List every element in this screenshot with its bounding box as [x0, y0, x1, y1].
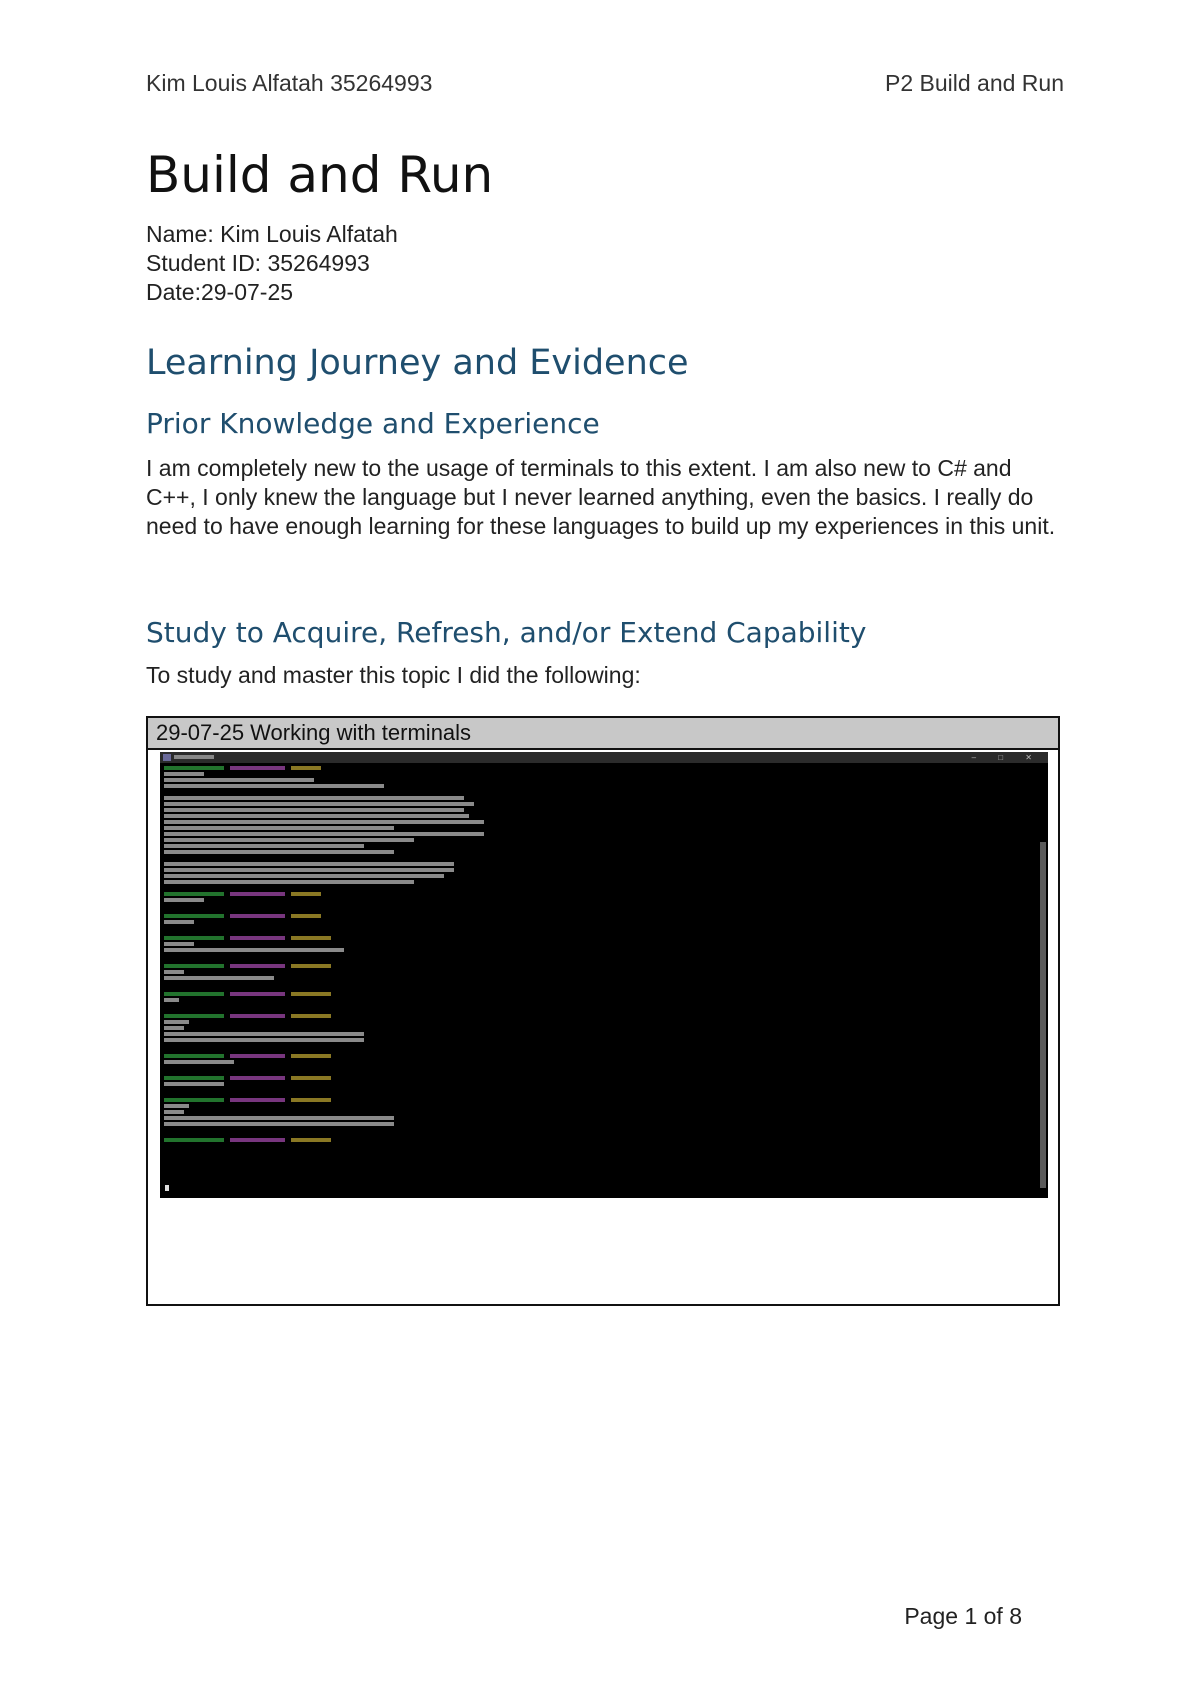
terminal-line	[164, 942, 194, 946]
student-name: Name: Kim Louis Alfatah	[146, 221, 398, 247]
terminal-line	[164, 862, 454, 866]
terminal-line	[164, 802, 474, 806]
terminal-line	[164, 1104, 189, 1108]
terminal-line	[230, 892, 285, 896]
terminal-line	[291, 914, 321, 918]
terminal-line	[291, 766, 321, 770]
terminal-line	[291, 892, 321, 896]
document-date: Date:29-07-25	[146, 279, 294, 305]
terminal-line	[164, 1082, 224, 1086]
header-left: Kim Louis Alfatah 35264993	[146, 70, 433, 96]
terminal-line	[230, 914, 285, 918]
terminal-line	[164, 814, 469, 818]
terminal-line	[291, 964, 331, 968]
terminal-line	[164, 1054, 224, 1058]
terminal-line	[164, 1060, 234, 1064]
terminal-line	[291, 992, 331, 996]
terminal-line	[164, 1116, 394, 1120]
section-heading: Learning Journey and Evidence	[146, 343, 689, 383]
terminal-line	[291, 1138, 331, 1142]
terminal-line	[230, 936, 285, 940]
terminal-line	[230, 766, 285, 770]
study-text: To study and master this topic I did the following:	[146, 662, 641, 688]
terminal-line	[164, 766, 224, 770]
terminal-line	[230, 1054, 285, 1058]
terminal-line	[230, 1098, 285, 1102]
terminal-line	[291, 1076, 331, 1080]
document-title: Build and Run	[146, 146, 494, 204]
terminal-line	[164, 772, 204, 776]
terminal-screenshot	[160, 752, 1048, 1198]
terminal-line	[164, 796, 464, 800]
terminal-line	[164, 1122, 394, 1126]
terminal-scrollbar	[1040, 842, 1046, 1188]
terminal-line	[164, 808, 464, 812]
terminal-line	[291, 1014, 331, 1018]
terminal-line	[164, 1076, 224, 1080]
terminal-line	[164, 838, 414, 842]
terminal-line	[164, 992, 224, 996]
terminal-line	[230, 1076, 285, 1080]
student-id: Student ID: 35264993	[146, 250, 370, 276]
prior-knowledge-heading: Prior Knowledge and Experience	[146, 407, 600, 440]
prior-knowledge-text: I am completely new to the usage of terminals to this extent. I am also new to C# and C++, I only knew the language but I never learned anything, even the basics. I really do need to have enough learning for these languages to build up my experiences in this unit.	[146, 455, 1056, 539]
terminal-app-icon	[163, 754, 171, 761]
header-right: P2 Build and Run	[884, 70, 1064, 96]
terminal-line	[230, 1014, 285, 1018]
terminal-line	[164, 1020, 189, 1024]
terminal-line	[164, 970, 184, 974]
student-details	[146, 220, 398, 307]
terminal-title-bar	[160, 752, 1048, 763]
terminal-line	[164, 892, 224, 896]
terminal-line	[164, 964, 224, 968]
terminal-line	[164, 976, 274, 980]
terminal-line	[164, 874, 444, 878]
terminal-line	[291, 1054, 331, 1058]
terminal-line	[164, 880, 414, 884]
terminal-line	[164, 914, 224, 918]
window-controls: – □ ✕	[971, 753, 1042, 762]
evidence-box-heading: 29-07-25 Working with terminals	[148, 718, 1058, 750]
terminal-line	[291, 936, 331, 940]
terminal-line	[164, 936, 224, 940]
terminal-line	[164, 844, 364, 848]
terminal-line	[164, 826, 394, 830]
study-heading: Study to Acquire, Refresh, and/or Extend Capability	[146, 616, 867, 649]
terminal-line	[164, 898, 204, 902]
terminal-line	[164, 1098, 224, 1102]
terminal-line	[164, 1032, 364, 1036]
terminal-line	[230, 1138, 285, 1142]
terminal-line	[164, 1110, 184, 1114]
terminal-cursor	[165, 1185, 169, 1191]
terminal-line	[164, 778, 314, 782]
terminal-line	[164, 832, 484, 836]
terminal-line	[230, 964, 285, 968]
terminal-line	[164, 850, 394, 854]
terminal-line	[164, 1038, 364, 1042]
terminal-line	[230, 992, 285, 996]
evidence-box	[146, 716, 1060, 1306]
terminal-line	[164, 1014, 224, 1018]
terminal-line	[164, 1138, 224, 1142]
terminal-line	[164, 784, 384, 788]
terminal-line	[164, 820, 484, 824]
terminal-window-title	[174, 755, 214, 759]
terminal-line	[164, 1026, 184, 1030]
terminal-line	[164, 948, 344, 952]
terminal-line	[164, 920, 194, 924]
terminal-line	[164, 998, 179, 1002]
terminal-line	[291, 1098, 331, 1102]
terminal-line	[164, 868, 454, 872]
page-number: Page 1 of 8	[904, 1603, 1022, 1629]
